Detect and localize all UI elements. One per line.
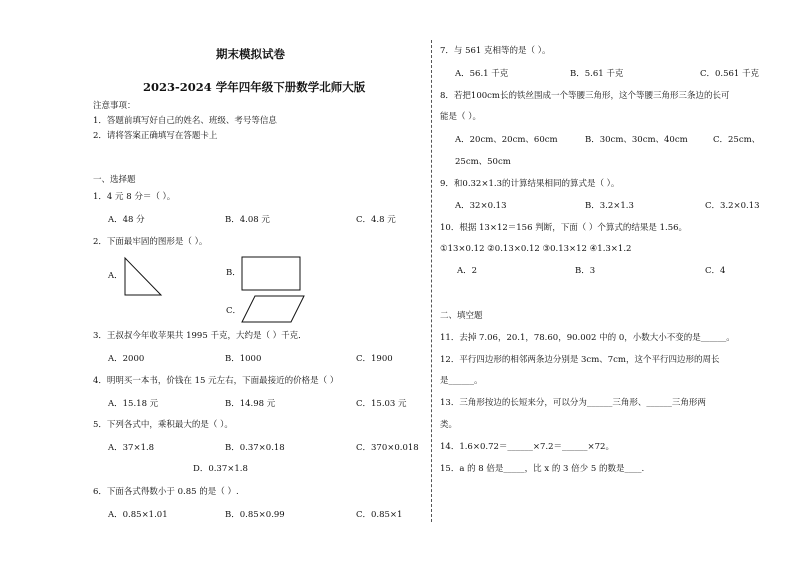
option: A．2000 [108, 354, 145, 364]
question-stem: 9．和0.32×1.3的计算结果相同的算式是（ ）。 [440, 179, 620, 189]
parallelogram-figure [241, 295, 307, 325]
option: C．15.03 元 [356, 399, 407, 409]
question-stem: 5．下列各式中，乘积最大的是（ ）。 [93, 420, 233, 430]
question-stem-cont: ①13×0.12 ②0.13×0.12 ③0.13×12 ④1.3×1.2 [440, 244, 632, 254]
option: A．0.85×1.01 [108, 510, 168, 520]
fill-question-cont: 是______。 [440, 376, 483, 386]
option: C．370×0.018 [356, 443, 419, 453]
section-heading: 一、选择题 [93, 175, 136, 185]
fill-question: 11．去掉 7.06，20.1，78.60，90.002 中的 0，小数大小不变的是______。 [440, 333, 735, 343]
fill-question: 15．a 的 8 倍是_____，比 x 的 3 倍少 5 的数是____. [440, 464, 645, 474]
option: C．25cm、 [713, 135, 761, 145]
question-stem: 2．下面最牢固的图形是（ ）。 [93, 237, 208, 247]
option: A．32×0.13 [455, 201, 507, 211]
page-title: 期末模拟试卷 [216, 47, 285, 61]
option: B．1000 [225, 354, 262, 364]
option: C．3.2×0.13 [705, 201, 760, 211]
option-cont: 25cm、50cm [455, 157, 511, 167]
option: B．5.61 千克 [570, 69, 624, 79]
option: C． [226, 306, 242, 316]
section-heading: 二、填空题 [440, 311, 483, 321]
option: A．20cm、20cm、60cm [455, 135, 558, 145]
option: B．0.85×0.99 [225, 510, 285, 520]
column-divider [431, 40, 432, 522]
fill-question: 13．三角形按边的长短来分，可以分为______三角形、______三角形两 [440, 398, 706, 408]
fill-question-cont: 类。 [440, 420, 458, 430]
option: A．48 分 [108, 215, 145, 225]
option: A．56.1 千克 [455, 69, 509, 79]
option: B． [226, 268, 241, 278]
page-subtitle: 2023-2024 学年四年级下册数学北师大版 [143, 80, 366, 94]
question-stem: 10．根据 13×12＝156 判断，下面（ ）个算式的结果是 1.56。 [440, 223, 688, 233]
option: C．0.85×1 [356, 510, 403, 520]
option: B．4.08 元 [225, 215, 270, 225]
option: B．14.98 元 [225, 399, 276, 409]
option: B．3 [575, 266, 596, 276]
option: D．0.37×1.8 [193, 464, 248, 474]
option: C．0.561 千克 [700, 69, 760, 79]
option: C．4.8 元 [356, 215, 396, 225]
option: C．4 [705, 266, 726, 276]
question-stem: 1．4 元 8 分＝（ ）。 [93, 192, 176, 202]
option: B．0.37×0.18 [225, 443, 285, 453]
notes-heading: 注意事项： [93, 101, 136, 111]
question-stem-cont: 能是（ ）。 [440, 112, 481, 122]
option: A．2 [457, 266, 478, 276]
question-stem: 6．下面各式得数小于 0.85 的是（ ）. [93, 487, 239, 497]
note-item: 1．答题前填写好自己的姓名、班级、考号等信息 [93, 116, 277, 126]
option: A．37×1.8 [108, 443, 155, 453]
option: A． [108, 271, 123, 281]
question-stem: 7．与 561 克相等的是（ ）。 [440, 46, 551, 56]
option: A．15.18 元 [108, 399, 159, 409]
question-stem: 3．王叔叔今年收苹果共 1995 千克，大约是（ ）千克． [93, 331, 307, 341]
right-triangle-figure [124, 257, 164, 297]
rectangle-figure [241, 256, 303, 292]
note-item: 2．请将答案正确填写在答题卡上 [93, 131, 218, 141]
option: B．30cm、30cm、40cm [585, 135, 688, 145]
fill-question: 14．1.6×0.72＝______×7.2＝______×72。 [440, 442, 614, 452]
option: C．1900 [356, 354, 393, 364]
question-stem: 4．明明买一本书，价钱在 15 元左右，下面最接近的价格是（ ） [93, 376, 339, 386]
fill-question: 12．平行四边形的相邻两条边分别是 3cm、7cm，这个平行四边形的周长 [440, 355, 720, 365]
question-stem: 8．若把100cm长的铁丝围成一个等腰三角形，这个等腰三角形三条边的长可 [440, 91, 730, 101]
option: B．3.2×1.3 [585, 201, 634, 211]
